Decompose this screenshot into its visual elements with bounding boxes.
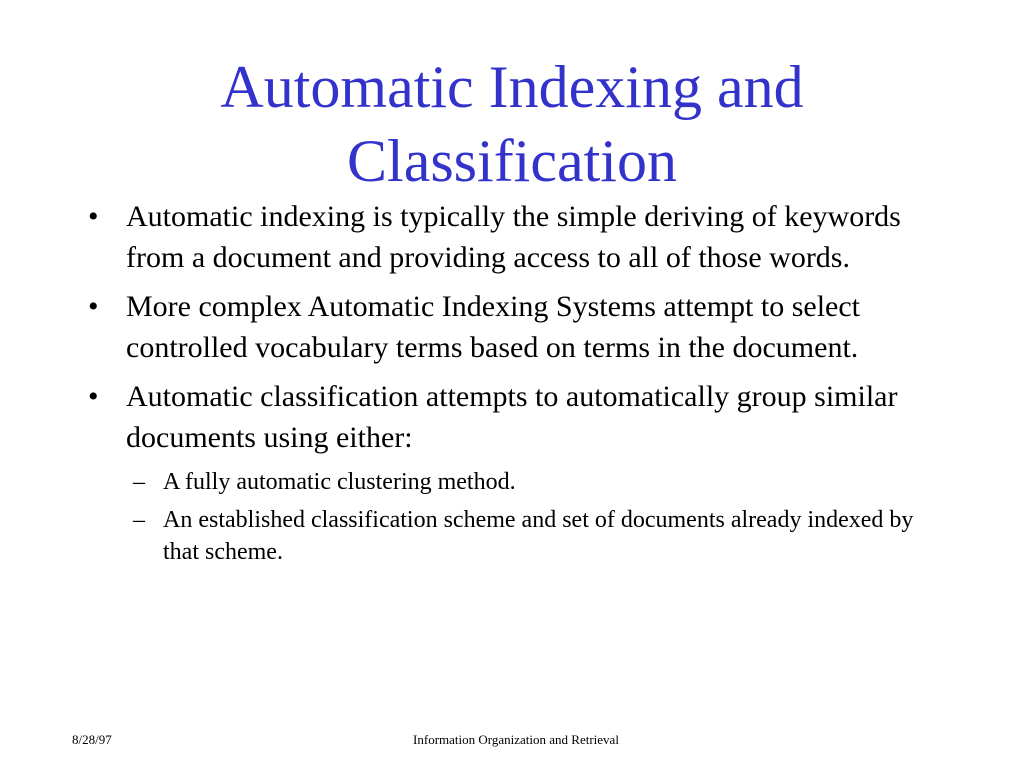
sub-bullet-item [133,504,948,568]
bullet-item [88,376,948,458]
bullet-text: Automatic indexing is typically the simple deriving of keywords from a document and providing access to all of those words. [126,200,901,274]
bullet-marker: • [88,200,99,233]
bullet-marker: • [88,380,99,413]
footer-course-title: Information Organization and Retrieval [413,732,619,747]
bullet-marker: • [88,290,99,323]
slide-title-line-1: Automatic Indexing and [220,54,804,120]
bullet-text: More complex Automatic Indexing Systems attempt to select controlled vocabulary terms based on terms in the document. [126,290,861,364]
slide-title-line-2: Classification [347,128,677,194]
sub-bullet-item [133,466,948,498]
sub-bullet-text: An established classification scheme and set of documents already indexed by that scheme. [163,507,914,565]
slide-title [0,50,1024,198]
slide-body [88,196,948,574]
sub-bullet-marker: – [133,507,145,533]
bullet-text: Automatic classification attempts to automatically group similar documents using either: [126,380,898,454]
footer-date: 8/28/97 [72,732,112,747]
bullet-item [88,286,948,368]
sub-bullet-text: A fully automatic clustering method. [163,469,516,495]
bullet-item [88,196,948,278]
sub-bullet-marker: – [133,469,145,495]
